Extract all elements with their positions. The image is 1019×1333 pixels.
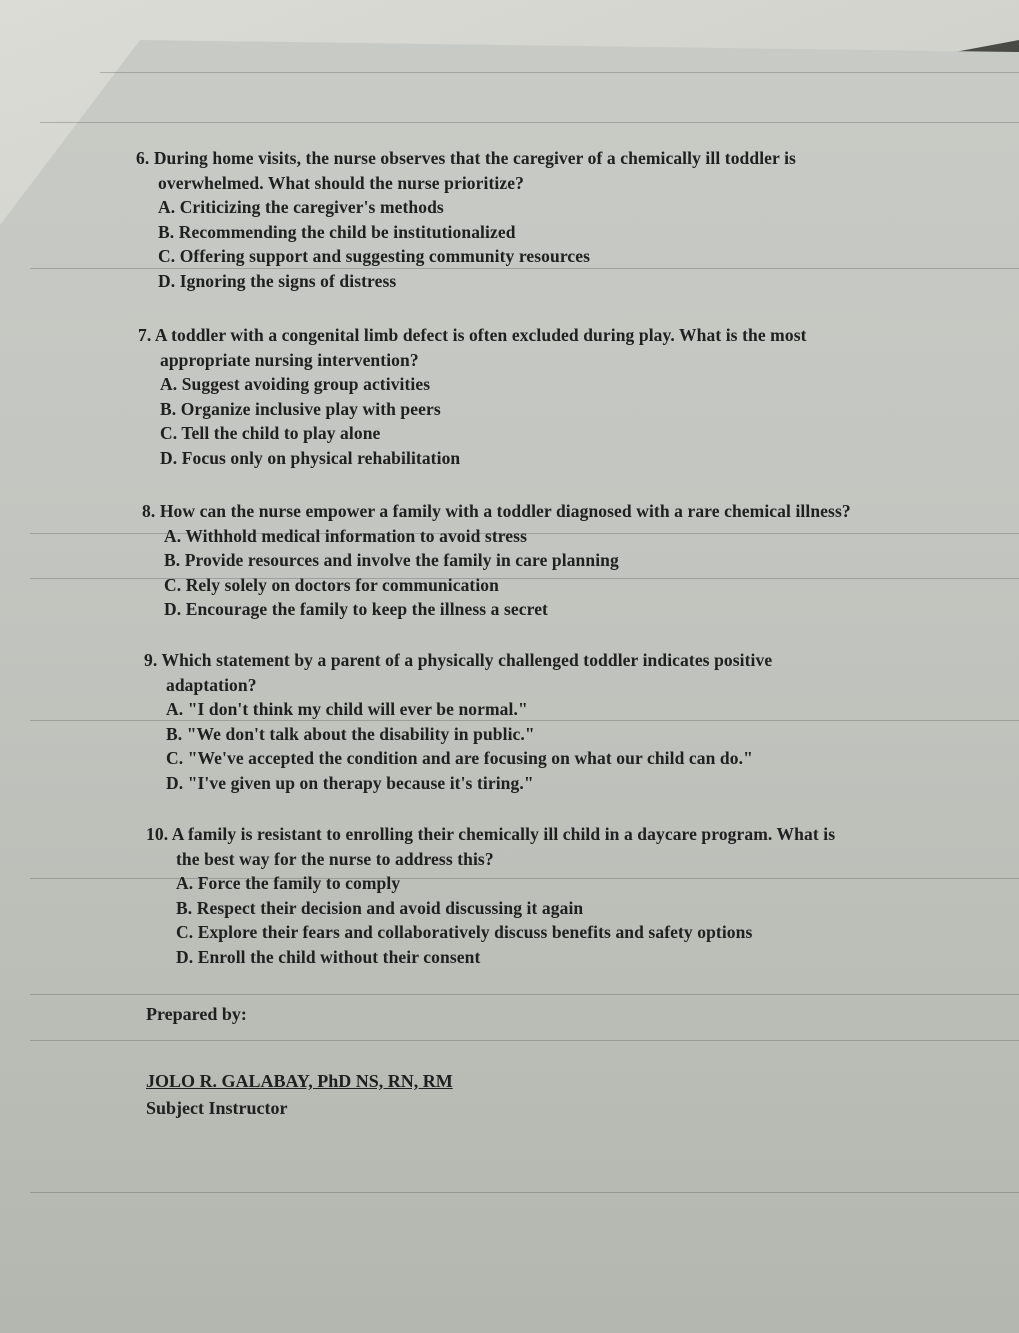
question-10-option-d: D. Enroll the child without their consent [176,946,481,967]
question-8-option-a: A. Withhold medical information to avoid stress [164,525,527,546]
question-9-option-c: C. "We've accepted the condition and are focusing on what our child can do." [166,748,753,768]
question-7-option-b: B. Organize inclusive play with peers [160,398,441,419]
question-6-line-2: overwhelmed. What should the nurse prioritize? [158,172,524,193]
question-6-option-a: A. Criticizing the caregiver's methods [158,197,444,217]
question-7-option-d: D. Focus only on physical rehabilitation [160,447,461,468]
question-6-line-1: 6. During home visits, the nurse observes that the caregiver of a chemically ill toddler is [136,148,796,168]
question-7-line-1: 7. A toddler with a congenital limb defect is often excluded during play. What is the most [138,325,807,345]
question-9-line-2: adaptation? [166,674,257,695]
question-10-option-c: C. Explore their fears and collaboratively discuss benefits and safety options [176,922,753,942]
prepared-by-label: Prepared by: [146,1004,247,1024]
question-7-option-c: C. Tell the child to play alone [160,423,381,443]
question-10 [146,822,835,969]
question-10-option-b: B. Respect their decision and avoid discussing it again [176,897,584,918]
question-10-line-1: 10. A family is resistant to enrolling their chemically ill child in a daycare program. What is [146,824,836,844]
question-9-option-b: B. "We don't talk about the disability in public." [166,723,535,744]
question-6-option-b: B. Recommending the child be institutionalized [158,221,516,242]
question-6-option-d: D. Ignoring the signs of distress [158,270,397,291]
question-8-option-d: D. Encourage the family to keep the illness a secret [164,599,548,619]
instructor-name: JOLO R. GALABAY, PhD NS, RN, RM [146,1071,453,1091]
question-8 [142,499,851,622]
question-9 [144,648,772,795]
question-7-option-a: A. Suggest avoiding group activities [160,374,431,394]
instructor-title: Subject Instructor [146,1098,288,1118]
question-8-option-c: C. Rely solely on doctors for communication [164,574,499,595]
question-8-option-b: B. Provide resources and involve the family in care planning [164,550,619,570]
question-10-option-a: A. Force the family to comply [176,873,401,893]
question-9-option-a: A. "I don't think my child will ever be normal." [166,699,528,719]
question-6 [136,146,796,293]
question-7-line-2: appropriate nursing intervention? [160,349,419,370]
question-6-option-c: C. Offering support and suggesting community resources [158,246,591,266]
question-10-line-2: the best way for the nurse to address this? [176,848,494,869]
question-8-line-1: 8. How can the nurse empower a family with a toddler diagnosed with a rare chemical illness? [142,501,851,521]
question-7 [138,323,807,470]
question-9-line-1: 9. Which statement by a parent of a physically challenged toddler indicates positive [144,650,773,670]
question-9-option-d: D. "I've given up on therapy because it's tiring." [166,772,534,793]
